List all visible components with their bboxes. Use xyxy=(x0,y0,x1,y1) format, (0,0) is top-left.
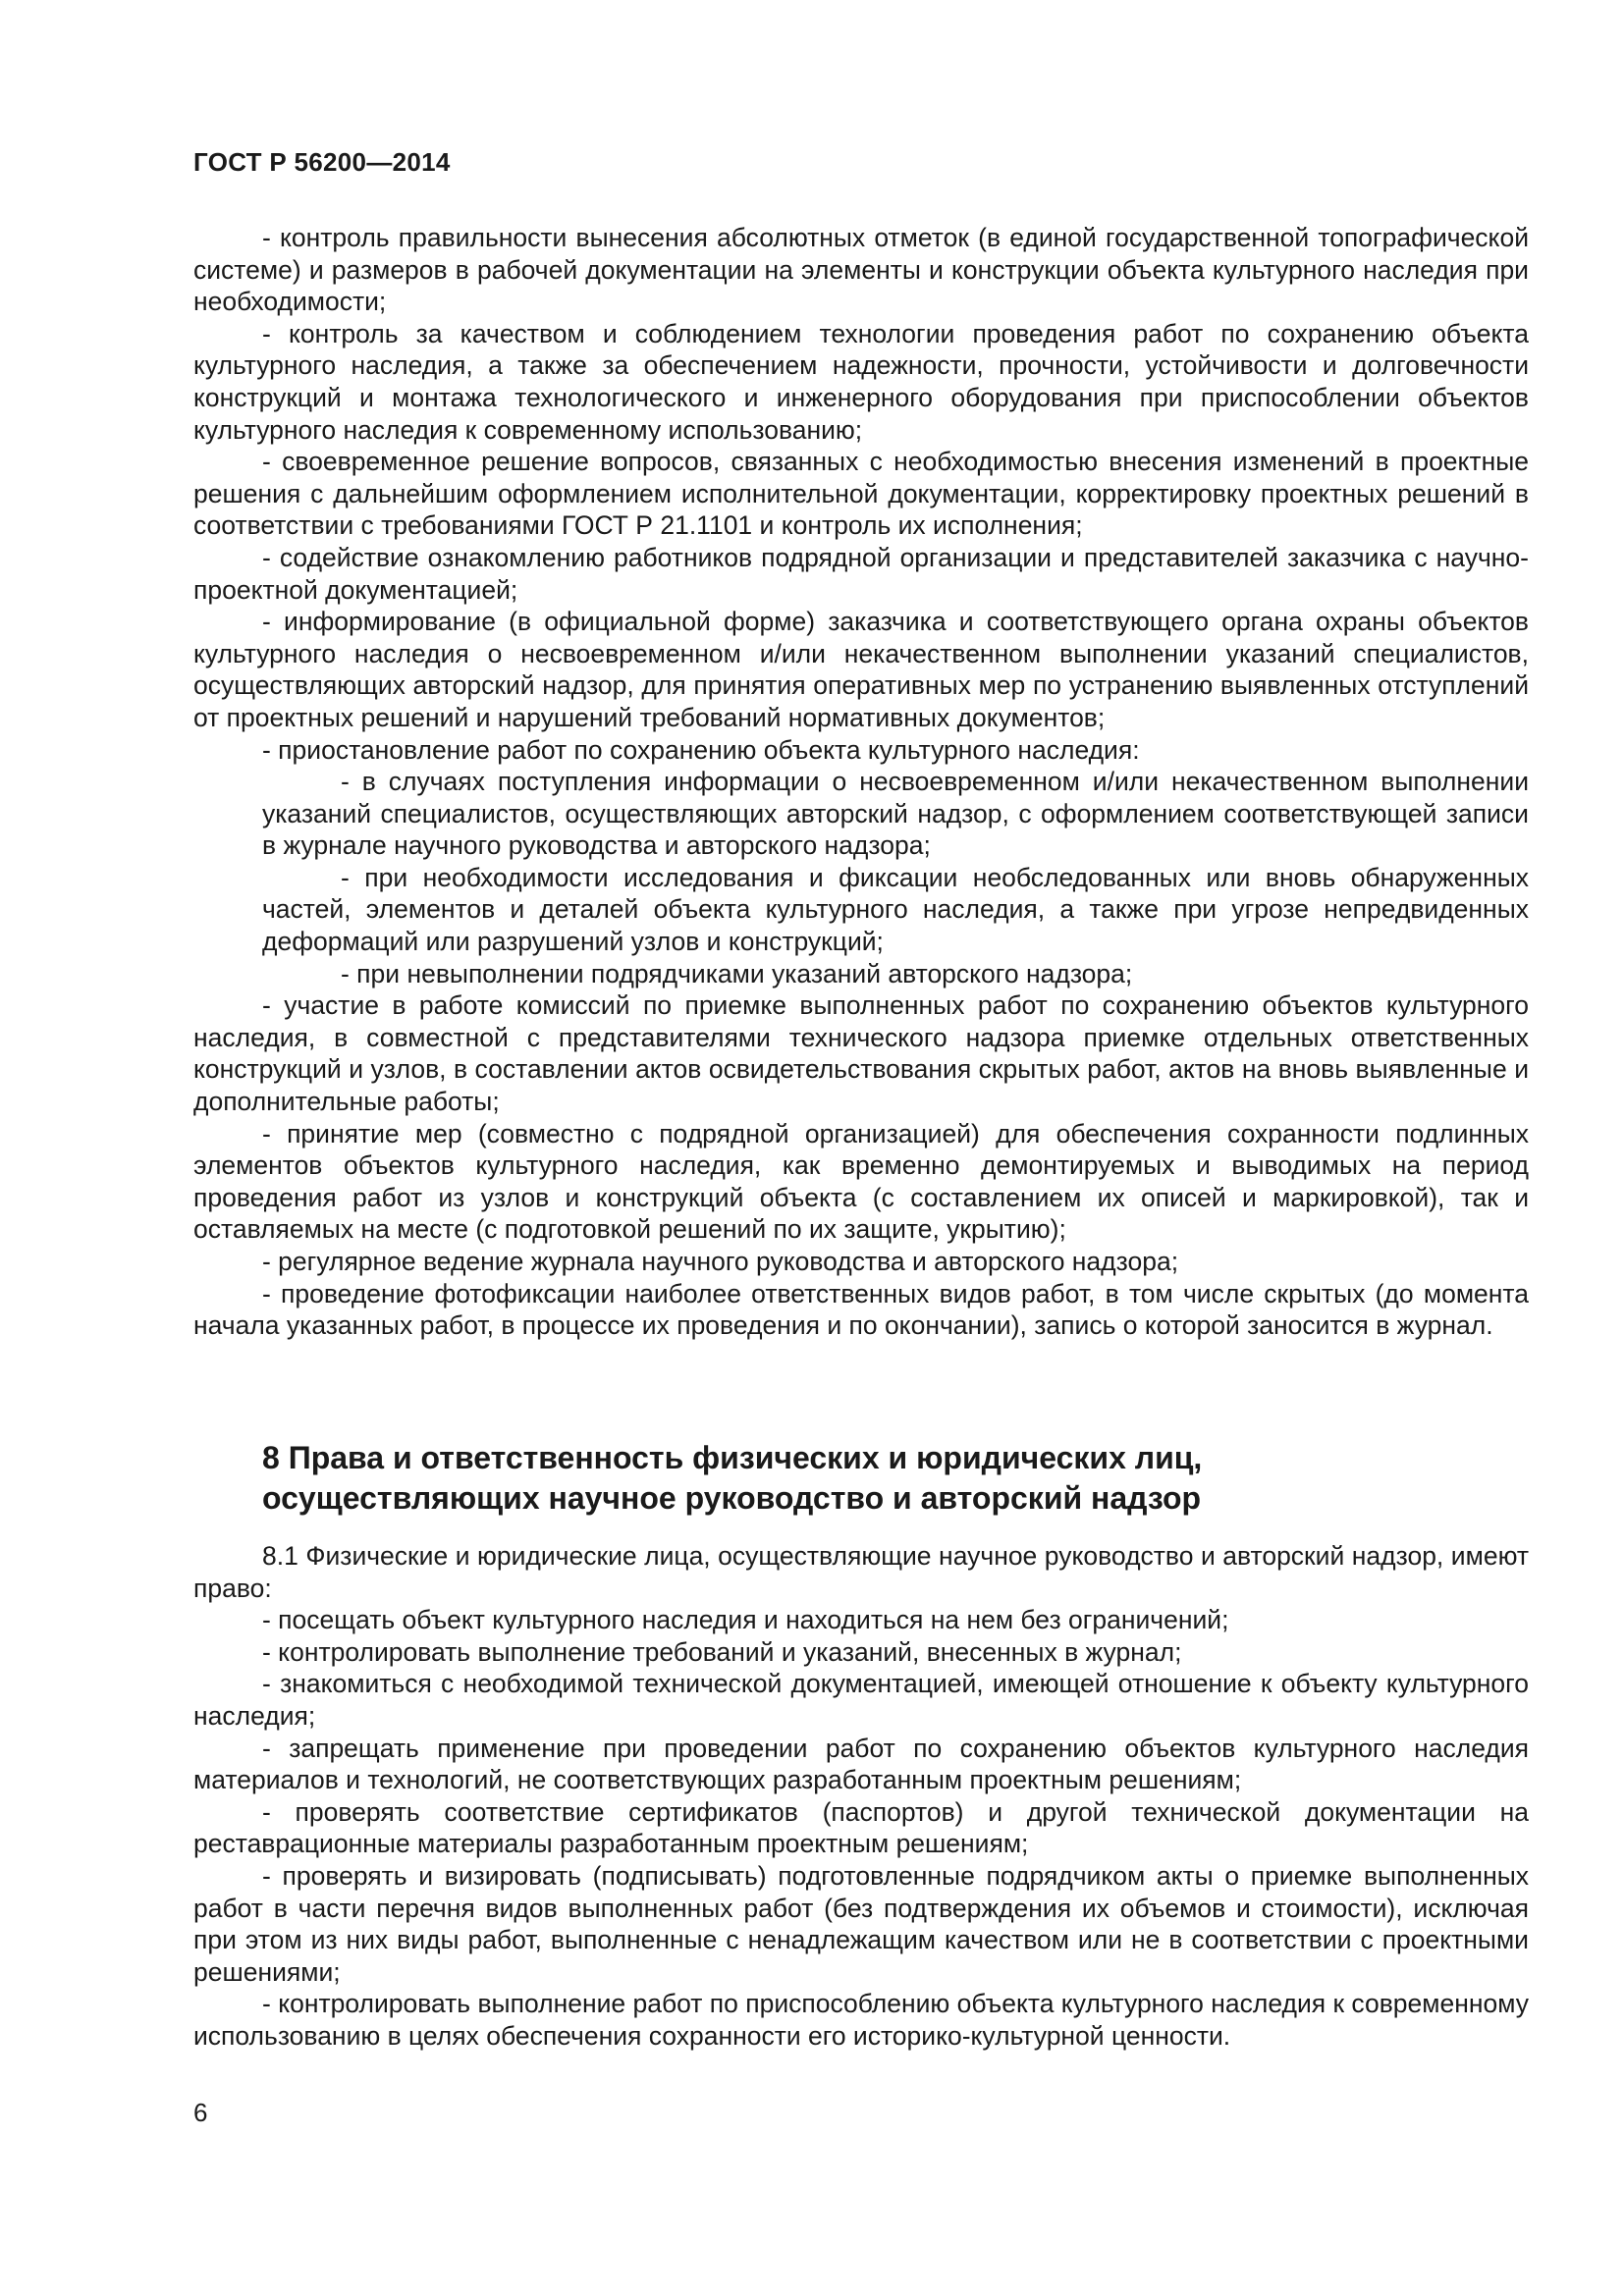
section-8-heading xyxy=(262,1438,1489,1519)
rights-item: - посещать объект культурного наследия и находиться на нем без ограничений; xyxy=(262,1605,1229,1635)
rights-item: - проверять соответствие сертификатов (паспортов) и другой технической документации на реставрационные материалы разработанным проектным решениям; xyxy=(193,1796,1529,1859)
duty-item: - своевременное решение вопросов, связанных с необходимостью внесения изменений в проектные решения с дальнейшим оформлением исполнительной документации, корректировку проектных решений в соответствии с требованиями ГОСТ Р 21.1101 и контроль их исполнения; xyxy=(193,447,1529,541)
section-8-title-line-1: 8 Права и ответственность физических и юридических лиц, xyxy=(262,1440,1203,1475)
suspension-subitem: - в случаях поступления информации о несвоевременном и/или некачественном выполнении указаний специалистов, осуществляющих авторский надзор, с оформлением соответствующей записи в журнале научного руководства и авторского надзора; xyxy=(262,767,1529,861)
duty-item: - контроль за качеством и соблюдением технологии проведения работ по сохранению объекта культурного наследия, а также за обеспечением надежности, прочности, устойчивости и долговечности конструкций и монтажа технологического и инженерного оборудования при приспособлении объектов культурного наследия к современному использованию; xyxy=(193,318,1529,445)
section-8-rights-list xyxy=(193,1540,1529,2053)
rights-item: - контролировать выполнение работ по приспособлению объекта культурного наследия к современному использованию в целях обеспечения сохранности его историко-культурной ценности. xyxy=(193,1989,1529,2051)
duties-list xyxy=(193,222,1529,1342)
rights-item: - контролировать выполнение требований и указаний, внесенных в журнал; xyxy=(262,1636,1182,1667)
rights-intro: 8.1 Физические и юридические лица, осуществляющие научное руководство и авторский надзор, имеют право: xyxy=(193,1541,1529,1603)
duty-item: - приостановление работ по сохранению объекта культурного наследия: xyxy=(262,734,1140,765)
duty-item: - информирование (в официальной форме) заказчика и соответствующего органа охраны объектов культурного наследия о несвоевременном и/или некачественном выполнении указаний специалистов, осуществляющих авторский надзор, для принятия оперативных мер по устранению выявленных отступлений от проектных решений и нарушений требований нормативных документов; xyxy=(193,607,1529,732)
suspension-subitem: - при необходимости исследования и фиксации необследованных или вновь обнаруженных частей, элементов и деталей объекта культурного наследия, а также при угрозе непредвиденных деформаций или разрушений узлов и конструкций; xyxy=(262,862,1529,957)
duty-item: - принятие мер (совместно с подрядной организацией) для обеспечения сохранности подлинных элементов объектов культурного наследия, как временно демонтируемых и выводимых на период проведения работ из узлов и конструкций объекта (с составлением их описей и маркировкой), так и оставляемых на месте (с подготовкой решений по их защите, укрытию); xyxy=(193,1118,1529,1245)
rights-item: - проверять и визировать (подписывать) подготовленные подрядчиком акты о приемке выполненных работ в части перечня видов выполненных работ (без подтверждения их объемов и стоимости), исключая при этом из них виды работ, выполненные с ненадлежащим качеством или не в соответствии с проектными решениями; xyxy=(193,1860,1529,1987)
rights-item: - знакомиться с необходимой технической документацией, имеющей отношение к объекту культурного наследия; xyxy=(193,1669,1529,1731)
duty-item: - проведение фотофиксации наиболее ответственных видов работ, в том числе скрытых (до момента начала указанных работ, в процессе их проведения и по окончании), запись о которой заносится в журнал. xyxy=(193,1278,1529,1341)
duty-item: - регулярное ведение журнала научного руководства и авторского надзора; xyxy=(262,1247,1179,1276)
page-number: 6 xyxy=(193,2098,208,2127)
document-code-header: ГОСТ Р 56200—2014 xyxy=(193,147,451,177)
suspension-subitem: - при невыполнении подрядчиками указаний авторского надзора; xyxy=(341,958,1133,988)
section-8-title-line-2: осуществляющих научное руководство и авторский надзор xyxy=(262,1480,1202,1516)
duty-item: - содействие ознакомлению работников подрядной организации и представителей заказчика с научно-проектной документацией; xyxy=(193,542,1529,605)
duty-item: - контроль правильности вынесения абсолютных отметок (в единой государственной топографической системе) и размеров в рабочей документации на элементы и конструкции объекта культурного наследия при необходимости; xyxy=(193,223,1529,317)
duty-item: - участие в работе комиссий по приемке выполненных работ по сохранению объектов культурного наследия, в совместной с представителями технического надзора приемке отдельных ответственных конструкций и узлов, в составлении актов освидетельствования скрытых работ, актов на вновь выявленные и дополнительные работы; xyxy=(193,990,1529,1117)
rights-item: - запрещать применение при проведении работ по сохранению объектов культурного наследия материалов и технологий, не соответствующих разработанным проектным решениям; xyxy=(193,1733,1529,1795)
